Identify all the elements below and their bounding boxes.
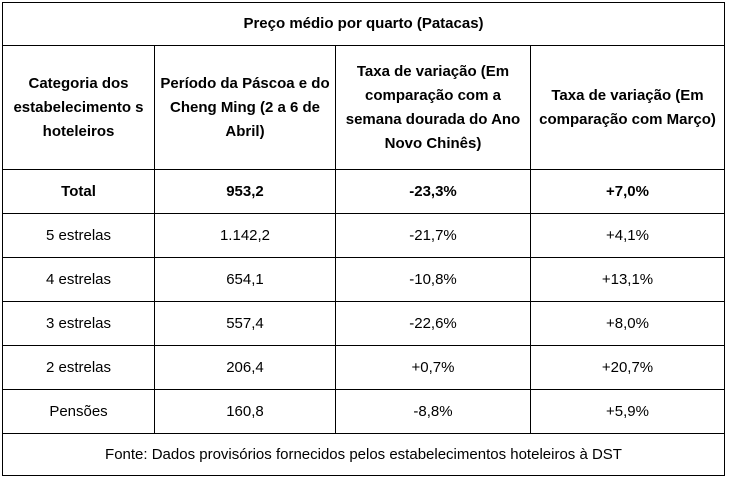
cell-category: 2 estrelas bbox=[3, 346, 155, 390]
header-vs-cny: Taxa de variação (Em comparação com a semana dourada do Ano Novo Chinês) bbox=[336, 46, 531, 170]
cell-price: 160,8 bbox=[155, 390, 336, 434]
table-title-row bbox=[3, 3, 725, 46]
cell-vs-march: +13,1% bbox=[531, 258, 725, 302]
cell-price: 953,2 bbox=[155, 170, 336, 214]
table-row bbox=[3, 390, 725, 434]
cell-vs-cny: -21,7% bbox=[336, 214, 531, 258]
table-title: Preço médio por quarto (Patacas) bbox=[3, 3, 725, 46]
price-table bbox=[2, 2, 725, 476]
header-vs-march: Taxa de variação (Em comparação com Março) bbox=[531, 46, 725, 170]
table-row bbox=[3, 346, 725, 390]
cell-category: 4 estrelas bbox=[3, 258, 155, 302]
header-period: Período da Páscoa e do Cheng Ming (2 a 6 de Abril) bbox=[155, 46, 336, 170]
table-row bbox=[3, 302, 725, 346]
table-row-total bbox=[3, 170, 725, 214]
cell-vs-march: +7,0% bbox=[531, 170, 725, 214]
header-category: Categoria dos estabelecimento s hoteleiros bbox=[3, 46, 155, 170]
cell-category: Pensões bbox=[3, 390, 155, 434]
table-source-row bbox=[3, 434, 725, 476]
cell-category: 3 estrelas bbox=[3, 302, 155, 346]
table-row bbox=[3, 214, 725, 258]
cell-category: Total bbox=[3, 170, 155, 214]
cell-vs-march: +5,9% bbox=[531, 390, 725, 434]
cell-vs-cny: -23,3% bbox=[336, 170, 531, 214]
cell-price: 654,1 bbox=[155, 258, 336, 302]
table-row bbox=[3, 258, 725, 302]
cell-vs-cny: -22,6% bbox=[336, 302, 531, 346]
cell-vs-cny: +0,7% bbox=[336, 346, 531, 390]
cell-vs-march: +4,1% bbox=[531, 214, 725, 258]
cell-price: 206,4 bbox=[155, 346, 336, 390]
cell-price: 1.142,2 bbox=[155, 214, 336, 258]
cell-vs-march: +20,7% bbox=[531, 346, 725, 390]
cell-vs-march: +8,0% bbox=[531, 302, 725, 346]
table-header-row bbox=[3, 46, 725, 170]
cell-category: 5 estrelas bbox=[3, 214, 155, 258]
cell-vs-cny: -10,8% bbox=[336, 258, 531, 302]
cell-vs-cny: -8,8% bbox=[336, 390, 531, 434]
source-note: Fonte: Dados provisórios fornecidos pelos estabelecimentos hoteleiros à DST bbox=[3, 434, 725, 476]
cell-price: 557,4 bbox=[155, 302, 336, 346]
